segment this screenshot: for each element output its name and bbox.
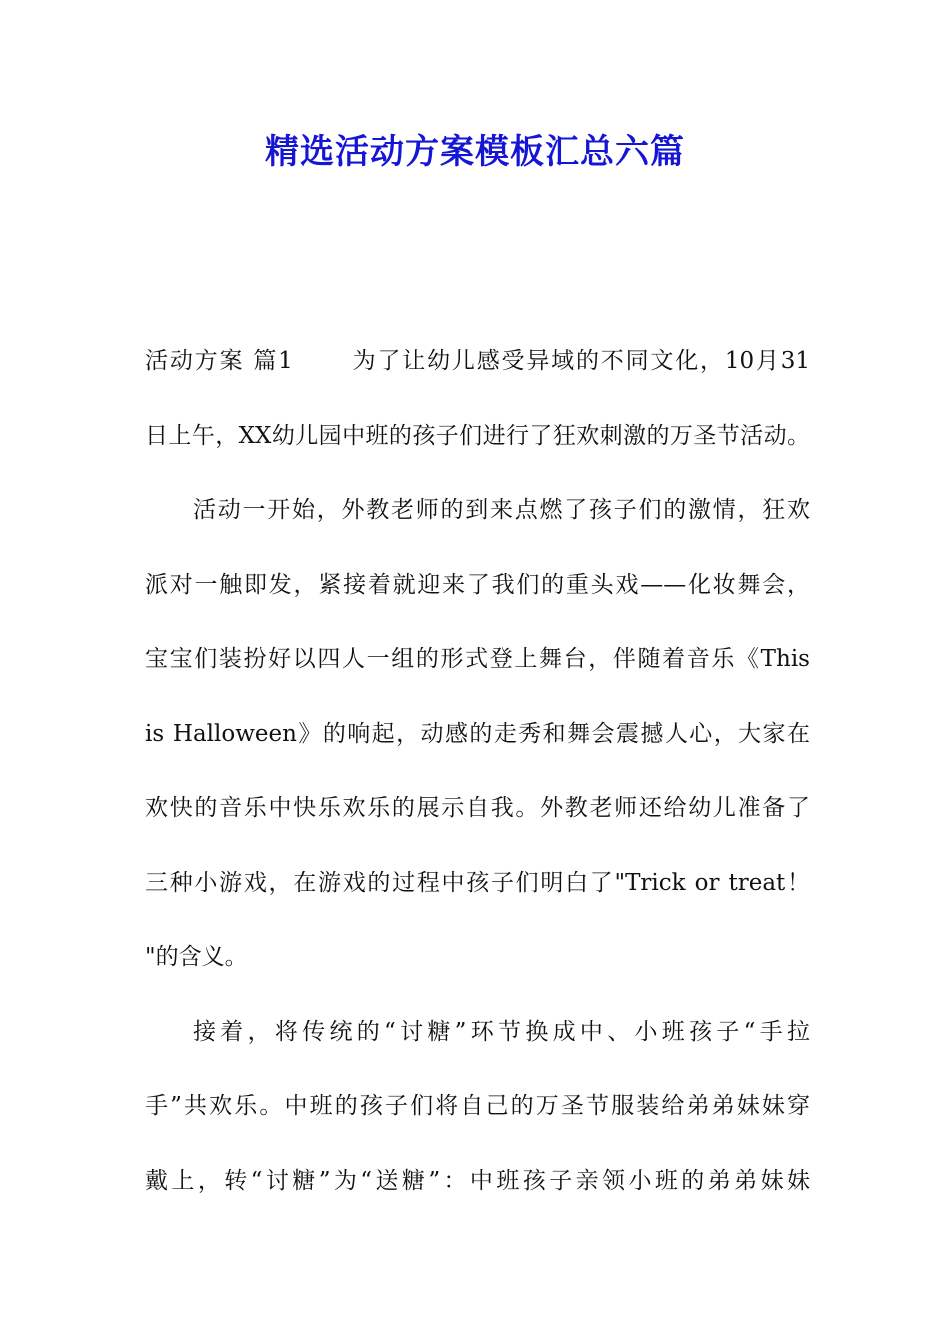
paragraph-line: 欢快的音乐中快乐欢乐的展示自我。外教老师还给幼儿准备了	[145, 795, 810, 821]
paragraph-line	[145, 324, 810, 399]
paragraph-line: is Halloween》的响起，动感的走秀和舞会震撼人心，大家在	[145, 720, 810, 747]
paragraph-line: 活动一开始，外教老师的到来点燃了孩子们的激情，狂欢	[193, 497, 810, 523]
line-text: 为了让幼儿感受异域的不同文化，10月31	[350, 348, 810, 374]
paragraph-line: 接着，将传统的“讨糖”环节换成中、小班孩子“手拉	[193, 1018, 810, 1045]
section-heading: 活动方案 篇1	[145, 348, 293, 374]
paragraph-line: "的含义。	[145, 944, 248, 970]
paragraph-line: 日上午，XX幼儿园中班的孩子们进行了狂欢刺激的万圣节活动。	[145, 422, 810, 449]
paragraph-line: 宝宝们装扮好以四人一组的形式登上舞台，伴随着音乐《This	[145, 646, 810, 672]
paragraph-line: 戴上，转“讨糖”为“送糖”：中班孩子亲领小班的弟弟妹妹	[145, 1167, 810, 1194]
paragraph-line: 三种小游戏，在游戏的过程中孩子们明白了"Trick or treat！	[145, 869, 810, 896]
paragraph-line: 手”共欢乐。中班的孩子们将自己的万圣节服装给弟弟妹妹穿	[145, 1093, 810, 1119]
document-title: 精选活动方案模板汇总六篇	[265, 132, 685, 172]
document-body	[145, 324, 810, 1218]
paragraph-line: 派对一触即发，紧接着就迎来了我们的重头戏——化妆舞会，	[145, 571, 810, 598]
